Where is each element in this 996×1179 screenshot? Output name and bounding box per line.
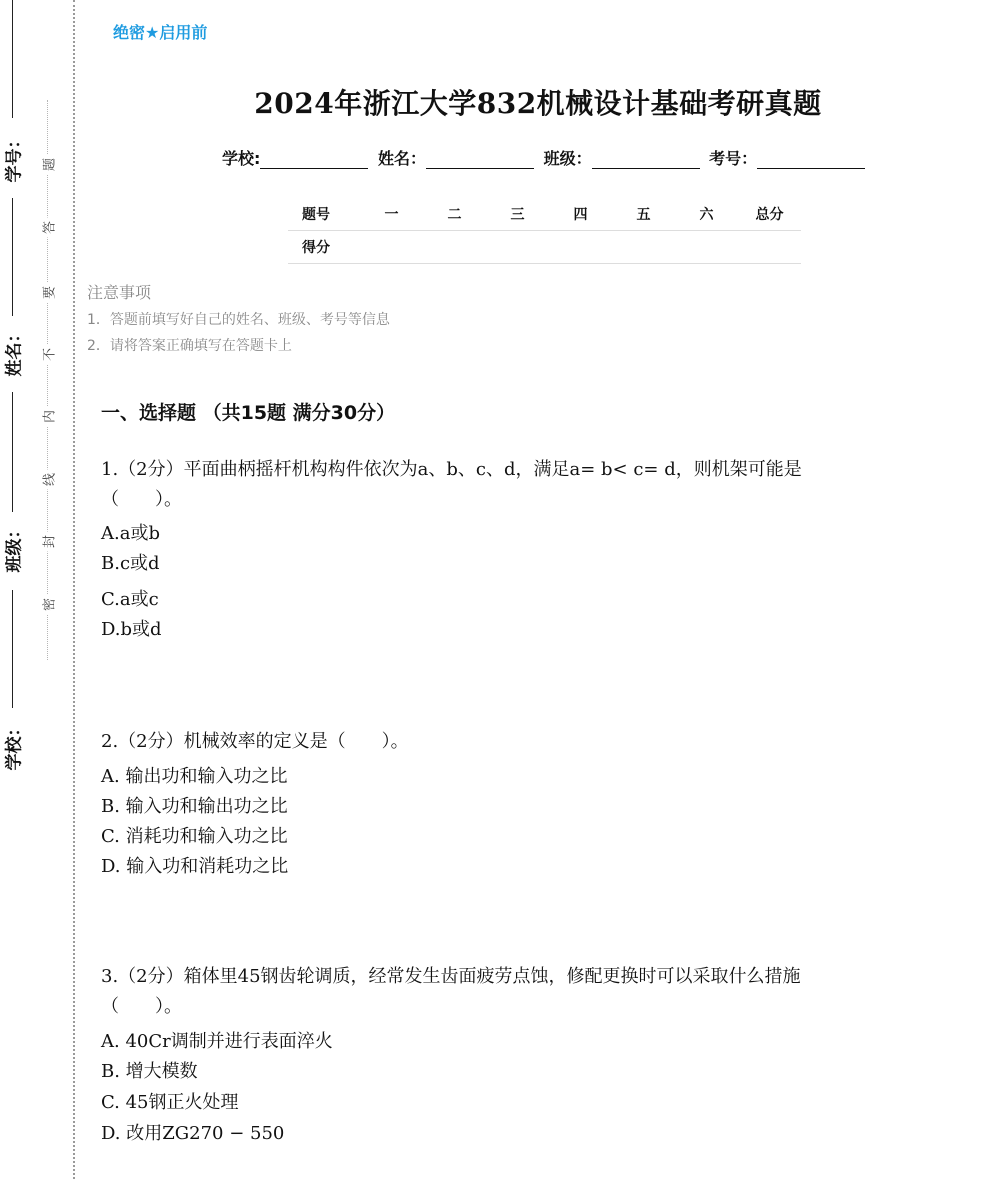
binding-dotted-line xyxy=(73,0,75,1179)
score-cell[interactable] xyxy=(360,231,423,264)
seal-char: 封 xyxy=(39,532,58,552)
score-row-label: 得分 xyxy=(288,231,360,264)
confidential-badge: 绝密★启用前 xyxy=(113,23,208,42)
binding-strip xyxy=(0,0,75,1179)
question-2-stem: 2.（2分）机械效率的定义是（ ）。 xyxy=(101,731,409,752)
note-item: 2．请将答案正确填写在答题卡上 xyxy=(87,338,292,354)
class-line xyxy=(12,392,13,512)
question-1-option-a: A.a或b xyxy=(101,523,160,544)
score-table-score-row xyxy=(288,231,801,264)
seal-char: 要 xyxy=(39,283,58,303)
score-cell[interactable] xyxy=(486,231,549,264)
question-1-option-c: C.a或c xyxy=(101,589,159,610)
question-2-option-d: D. 输入功和消耗功之比 xyxy=(101,856,289,877)
question-3-option-a: A. 40Cr调制并进行表面淬火 xyxy=(101,1031,333,1052)
school-line xyxy=(12,590,13,708)
class-label: 班级： xyxy=(4,521,25,573)
question-2-option-b: B. 输入功和输出功之比 xyxy=(101,796,288,817)
score-table-header-row xyxy=(288,198,801,231)
question-3-option-b: B. 增大模数 xyxy=(101,1061,198,1082)
question-3-stem: 3.（2分）箱体里45钢齿轮调质，经常发生齿面疲劳点蚀，修配更换时可以采取什么措施 xyxy=(101,966,801,987)
seal-char: 答 xyxy=(39,218,58,238)
student-id-label: 学号： xyxy=(4,131,25,183)
score-cell[interactable] xyxy=(738,231,801,264)
name-label: 姓名： xyxy=(4,325,25,377)
score-header-cell: 六 xyxy=(675,198,738,231)
question-2-option-a: A. 输出功和输入功之比 xyxy=(101,766,288,787)
name-line xyxy=(12,198,13,316)
score-cell[interactable] xyxy=(549,231,612,264)
seal-char: 不 xyxy=(39,345,58,365)
score-cell[interactable] xyxy=(423,231,486,264)
exam-title: 2024年浙江大学832机械设计基础考研真题 xyxy=(254,87,822,120)
note-item: 1．答题前填写好自己的姓名、班级、考号等信息 xyxy=(87,312,390,328)
question-1-blank: （ ）。 xyxy=(101,489,182,510)
score-header-cell: 题号 xyxy=(288,198,360,231)
school-field-label: 学校: xyxy=(222,149,261,168)
question-2-option-c: C. 消耗功和输入功之比 xyxy=(101,826,288,847)
school-label: 学校： xyxy=(4,719,25,771)
question-3-option-c: C. 45钢正火处理 xyxy=(101,1092,239,1113)
score-table xyxy=(288,198,801,264)
student-info-row xyxy=(222,146,869,169)
score-cell[interactable] xyxy=(612,231,675,264)
score-header-cell: 三 xyxy=(486,198,549,231)
score-header-cell: 五 xyxy=(612,198,675,231)
score-cell[interactable] xyxy=(675,231,738,264)
exam-no-field-label: 考号： xyxy=(709,149,758,168)
section-heading: 一、选择题 （共15题 满分30分） xyxy=(101,402,396,424)
score-header-cell: 一 xyxy=(360,198,423,231)
class-field-label: 班级： xyxy=(543,149,592,168)
school-field-line[interactable] xyxy=(260,152,368,169)
question-1-stem: 1.（2分）平面曲柄摇杆机构构件依次为a、b、c、d，满足a= b< c= d，则机架可能是 xyxy=(101,459,802,480)
seal-char: 内 xyxy=(39,407,58,427)
score-header-cell: 二 xyxy=(423,198,486,231)
exam-no-field-line[interactable] xyxy=(757,152,865,169)
seal-char: 线 xyxy=(39,470,58,490)
seal-char: 密 xyxy=(39,595,58,615)
notes-title: 注意事项 xyxy=(87,283,152,302)
class-field-line[interactable] xyxy=(592,152,700,169)
name-field-label: 姓名： xyxy=(377,149,426,168)
seal-dotted-line xyxy=(47,100,48,660)
question-3-option-d: D. 改用ZG270 − 550 xyxy=(101,1123,285,1144)
question-1-option-d: D.b或d xyxy=(101,619,162,640)
seal-char: 题 xyxy=(39,155,58,175)
question-1-option-b: B.c或d xyxy=(101,553,160,574)
question-3-blank: （ ）。 xyxy=(101,996,182,1017)
score-header-cell: 总分 xyxy=(738,198,801,231)
name-field-line[interactable] xyxy=(426,152,534,169)
score-header-cell: 四 xyxy=(549,198,612,231)
